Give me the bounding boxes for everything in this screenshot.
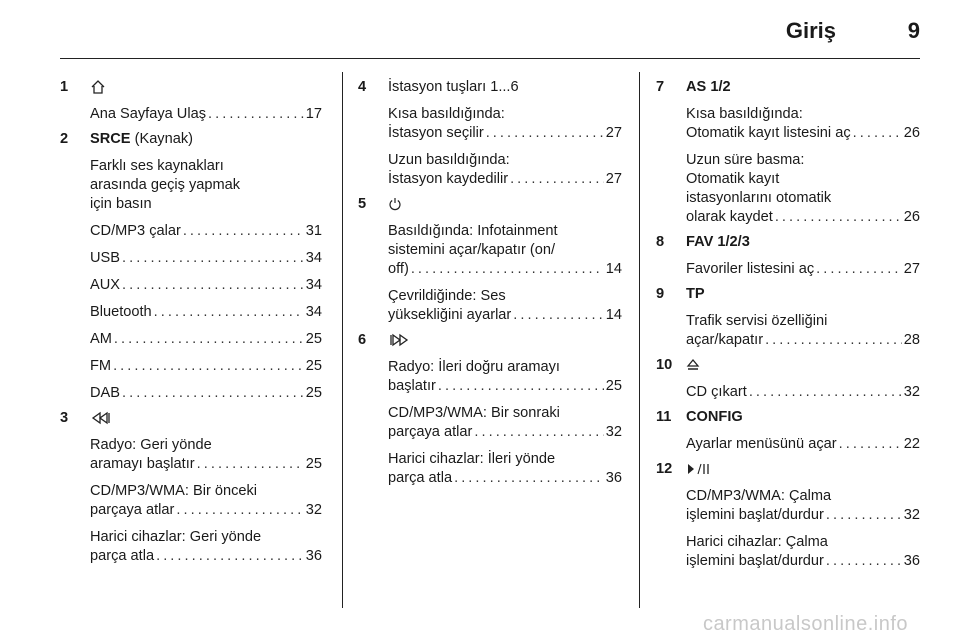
entry-number: 3 <box>60 410 69 426</box>
entry-number: 10 <box>656 357 673 373</box>
page-number: 9 <box>907 18 920 43</box>
toc-line: İstasyon seçilir . . . 27 <box>388 124 622 143</box>
entry-2 <box>60 130 322 403</box>
entry-text: Otomatik kayıt <box>686 171 780 187</box>
entry-text: Radyo: İleri doğru aramayı <box>388 359 560 375</box>
page-header <box>60 0 920 59</box>
entry-4 <box>358 78 622 189</box>
toc-line: parça atla . . . 36 <box>90 547 322 566</box>
toc-line: yüksekliğini ayarlar . . . 14 <box>388 306 622 325</box>
toc-line: FM . . . 25 <box>90 357 322 376</box>
toc-line: parça atla . . . 36 <box>388 469 622 488</box>
entry-heading: FAV 1/2/3 <box>686 234 750 250</box>
entry-number: 2 <box>60 131 69 147</box>
entry-text: Harici cihazlar: İleri yönde <box>388 451 556 467</box>
toc-line: CD/MP3 çalar . . . 31 <box>90 222 322 241</box>
toc-line: parçaya atlar . . . 32 <box>388 423 622 442</box>
play-pause-icon <box>686 460 920 479</box>
entry-text: Harici cihazlar: Çalma <box>686 534 828 550</box>
entry-1 <box>60 78 322 124</box>
entry-7 <box>656 78 920 227</box>
entry-heading: SRCE (Kaynak) <box>90 131 193 147</box>
column-divider <box>639 72 640 608</box>
entry-6 <box>358 331 622 488</box>
entry-text: Çevrildiğinde: Ses <box>388 288 506 304</box>
entry-heading: AS 1/2 <box>686 79 731 95</box>
toc-line: Favoriler listesini aç . . . 27 <box>686 260 920 279</box>
power-icon <box>388 195 622 214</box>
toc-line: açar/kapatır . . . 28 <box>686 331 920 350</box>
toc-line: işlemini başlat/durdur . . . 32 <box>686 506 920 525</box>
entry-number: 4 <box>358 79 367 95</box>
toc-line: aramayı başlatır . . . 25 <box>90 455 322 474</box>
toc-line: DAB . . . 25 <box>90 384 322 403</box>
entry-text: Basıldığında: Infotainment <box>388 223 558 239</box>
page-title: Giriş <box>785 18 836 43</box>
entry-heading: TP <box>686 286 705 302</box>
entry-heading: İstasyon tuşları 1...6 <box>388 79 519 95</box>
toc-line: AM . . . 25 <box>90 330 322 349</box>
entry-text: CD/MP3/WMA: Çalma <box>686 488 832 504</box>
toc-line: CD çıkart . . . 32 <box>686 383 920 402</box>
column-2 <box>358 78 622 488</box>
entry-number: 11 <box>656 409 672 425</box>
entry-number: 5 <box>358 196 367 212</box>
entry-heading: CONFIG <box>686 409 743 425</box>
entry-text: CD/MP3/WMA: Bir sonraki <box>388 405 560 421</box>
toc-line: Otomatik kayıt listesini aç . . . 26 <box>686 124 920 143</box>
entry-text: Kısa basıldığında: <box>388 106 505 122</box>
entry-text: Uzun süre basma: <box>686 152 805 168</box>
toc-line: olarak kaydet . . . 26 <box>686 208 920 227</box>
column-3 <box>656 78 920 571</box>
entry-text: Trafik servisi özelliğini <box>686 313 828 329</box>
entry-description: Farklı ses kaynakları arasında geçiş yapmak için basın <box>90 158 241 212</box>
entry-number: 7 <box>656 79 665 95</box>
entry-text: Harici cihazlar: Geri yönde <box>90 529 262 545</box>
column-divider <box>342 72 343 608</box>
entry-9 <box>656 285 920 350</box>
toc-line: parçaya atlar . . . 32 <box>90 501 322 520</box>
entry-10 <box>656 356 920 402</box>
eject-icon <box>686 356 920 375</box>
home-icon <box>90 78 322 97</box>
entry-11 <box>656 408 920 454</box>
entry-text: CD/MP3/WMA: Bir önceki <box>90 483 258 499</box>
toc-line: Ana Sayfaya Ulaş . . . 17 <box>90 105 322 124</box>
entry-text: Kısa basıldığında: <box>686 106 803 122</box>
column-1 <box>60 78 322 566</box>
entry-3 <box>60 409 322 566</box>
entry-number: 12 <box>656 461 673 477</box>
toc-line: off) . . . 14 <box>388 260 622 279</box>
entry-text: Radyo: Geri yönde <box>90 437 212 453</box>
entry-text: sistemini açar/kapatır (on/ <box>388 242 556 258</box>
entry-text: Uzun basıldığında: <box>388 152 510 168</box>
toc-line: AUX . . . 34 <box>90 276 322 295</box>
entry-number: 6 <box>358 332 367 348</box>
toc-line: İstasyon kaydedilir . . . 27 <box>388 170 622 189</box>
entry-text: istasyonlarını otomatik <box>686 190 832 206</box>
toc-line: Ayarlar menüsünü açar . . . 22 <box>686 435 920 454</box>
seek-forward-icon <box>388 331 622 350</box>
toc-line: başlatır . . . 25 <box>388 377 622 396</box>
toc-line: USB . . . 34 <box>90 249 322 268</box>
entry-number: 8 <box>656 234 665 250</box>
entry-number: 9 <box>656 286 665 302</box>
toc-line: işlemini başlat/durdur . . . 36 <box>686 552 920 571</box>
entry-number: 1 <box>60 79 69 95</box>
entry-12 <box>656 460 920 571</box>
toc-line: Bluetooth . . . 34 <box>90 303 322 322</box>
seek-back-icon <box>90 409 322 428</box>
entry-5 <box>358 195 622 325</box>
watermark: carmanualsonline.info <box>702 613 908 635</box>
entry-8 <box>656 233 920 279</box>
